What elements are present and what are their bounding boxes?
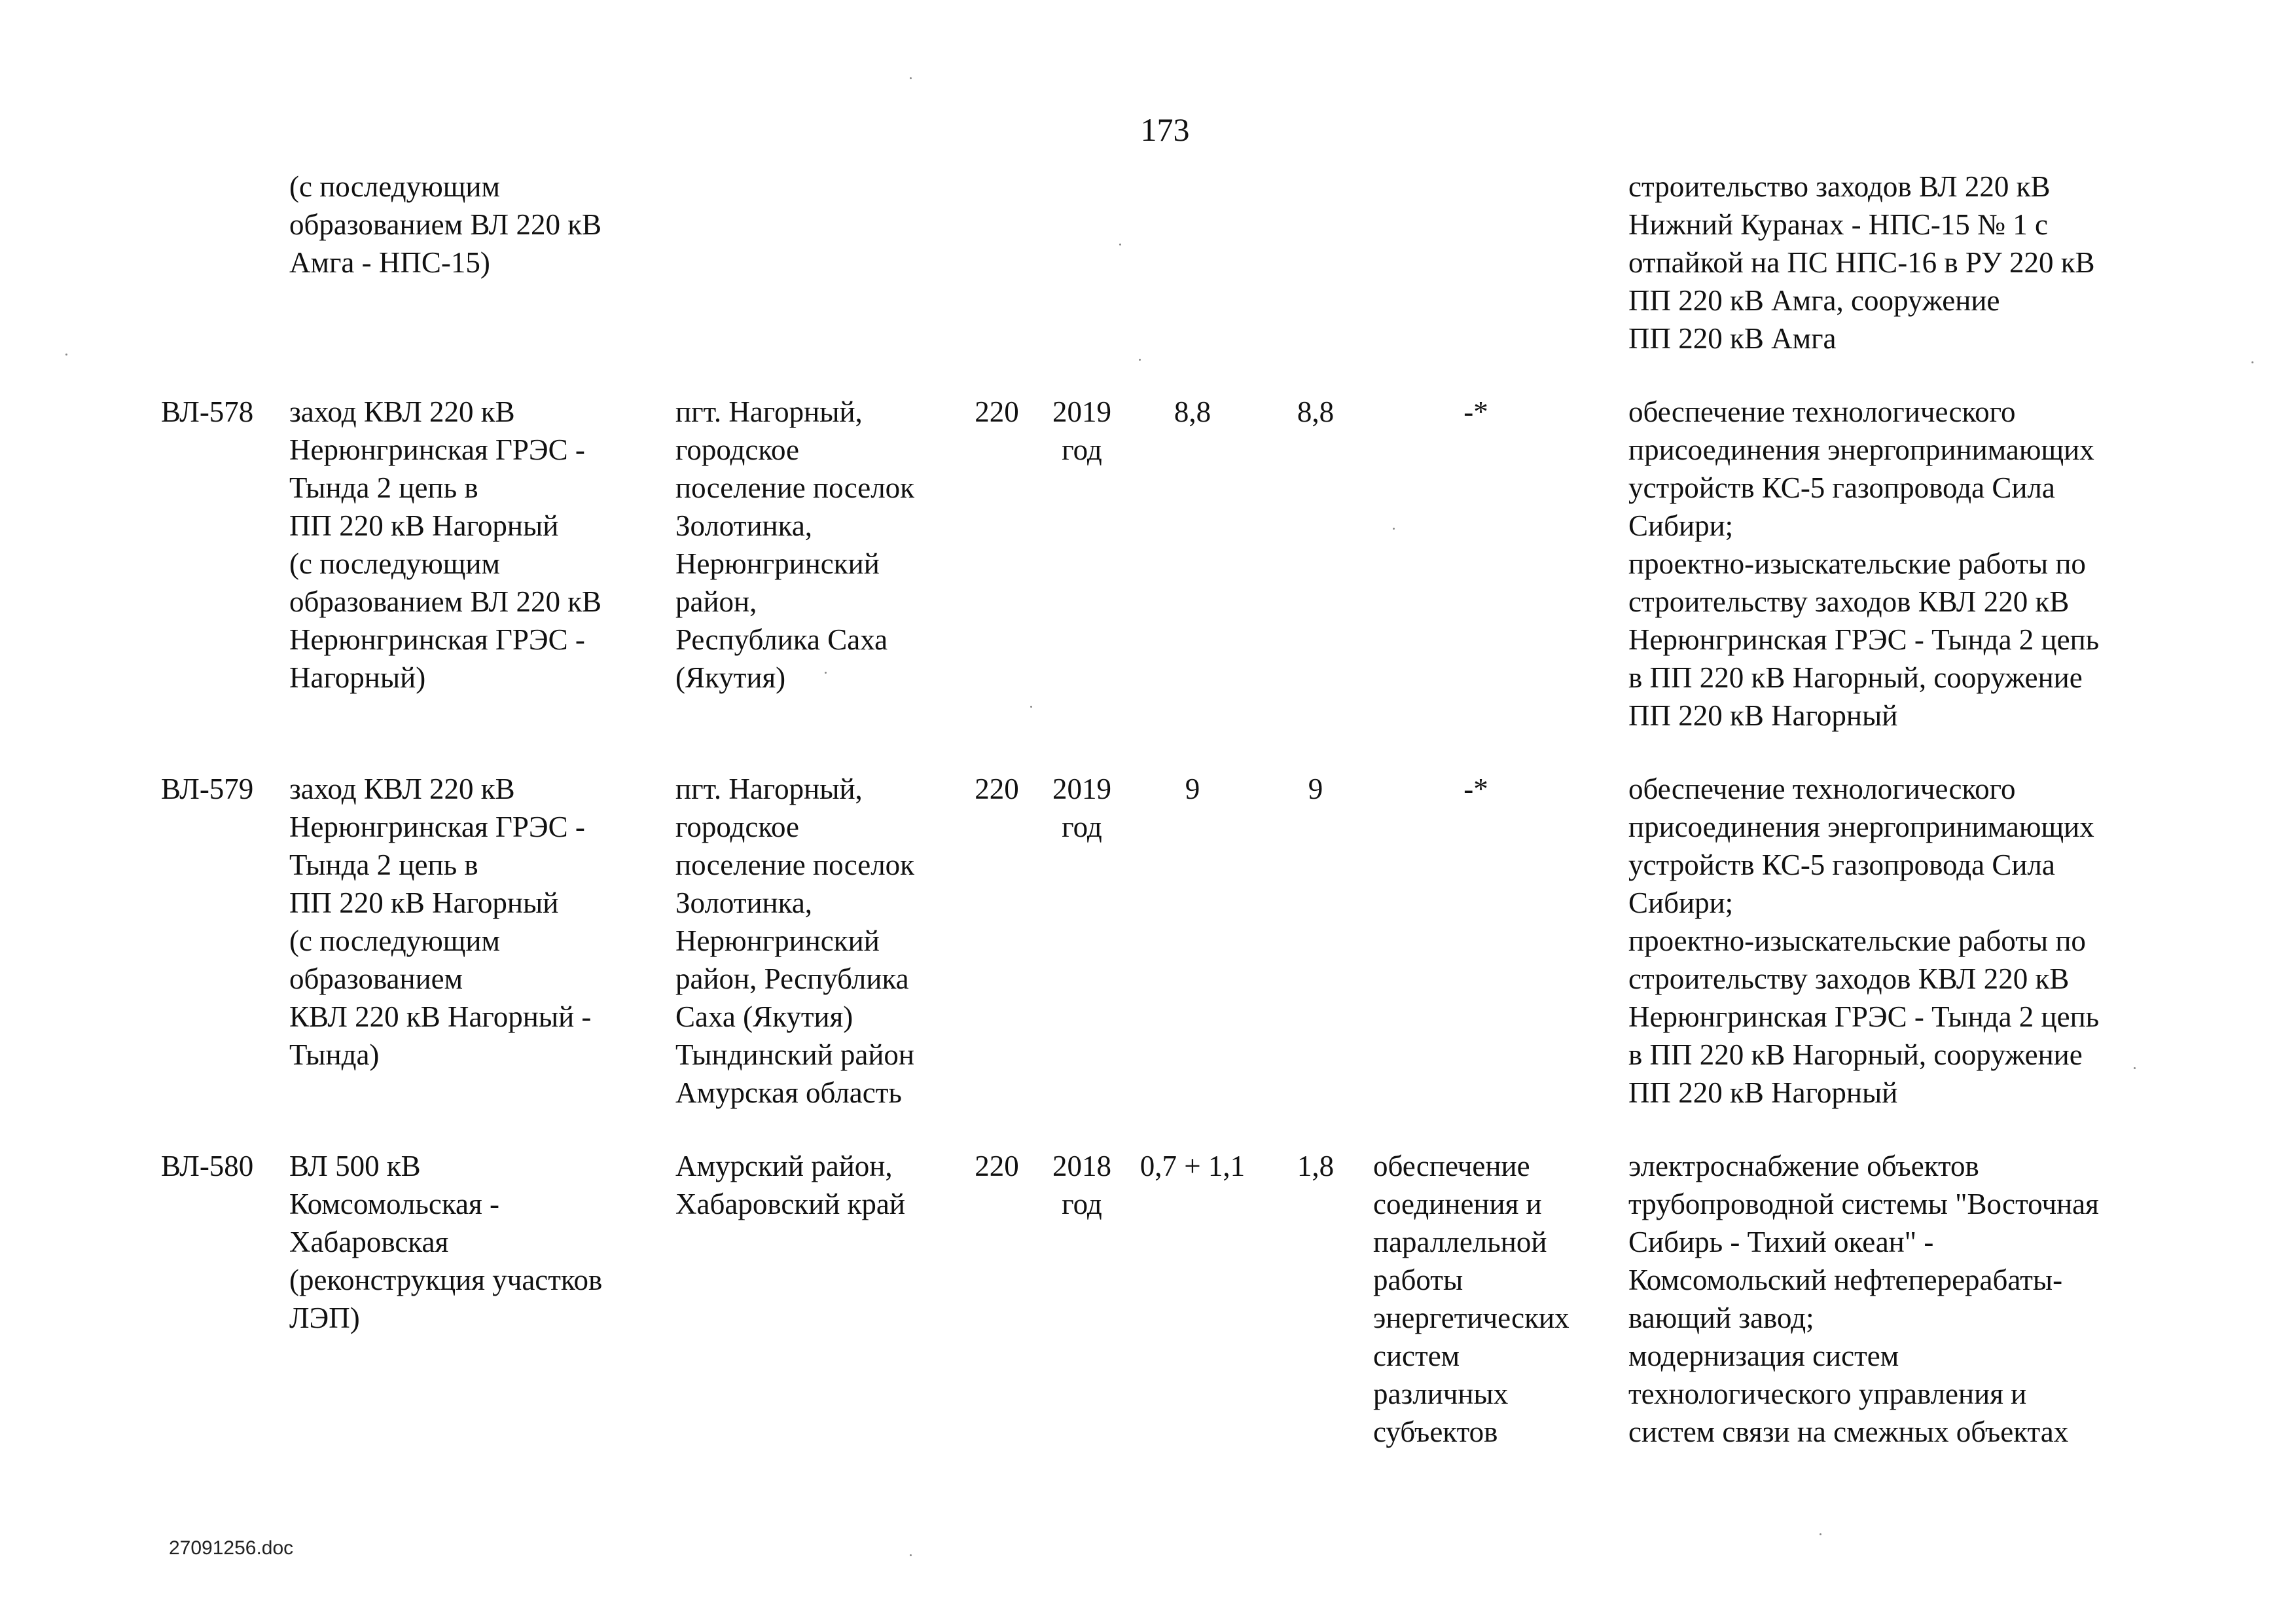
row-name: заход КВЛ 220 кВ Нерюнгринская ГРЭС - Тында 2 цепь в ПП 220 кВ Нагорный (с последующим образованием КВЛ 220 кВ Нагорный - Тында) <box>289 773 592 1071</box>
page-number: 173 <box>1140 111 1190 148</box>
scan-speck <box>910 77 912 79</box>
row-code: ВЛ-579 <box>161 773 254 805</box>
scan-speck <box>65 354 67 356</box>
row-voltage: 220 <box>975 773 1019 805</box>
row-purpose: обеспечение технологического присоединения энергопринимающих устройств КС-5 газопровода Сила Сибири; проектно-изыскательские работы по строительству заходов КВЛ 220 кВ Нерюнгринская ГРЭС - Тында 2 цепь в ПП 220 кВ Нагорный, сооружение ПП 220 кВ Нагорный <box>1628 395 2100 732</box>
row-voltage: 220 <box>975 1150 1019 1182</box>
row-year: 2019 год <box>1052 395 1111 466</box>
scan-speck <box>1820 1533 1821 1535</box>
row-code: ВЛ-578 <box>161 395 254 428</box>
continuation-purpose: строительство заходов ВЛ 220 кВ Нижний Куранах - НПС-15 № 1 с отпайкой на ПС НПС-16 в РУ 220 кВ ПП 220 кВ Амга, сооружение ПП 220 кВ Амга <box>1628 170 2095 355</box>
row-code: ВЛ-580 <box>161 1150 254 1182</box>
row-location: пгт. Нагорный, городское поселение поселок Золотинка, Нерюнгринский район, Республика Саха (Якутия) <box>675 395 915 694</box>
row-location: Амурский район, Хабаровский край <box>675 1150 905 1220</box>
row-goal: -* <box>1463 395 1488 428</box>
row-length-1: 0,7 + 1,1 <box>1139 1150 1246 1182</box>
scan-speck <box>825 672 827 674</box>
row-length-2: 8,8 <box>1297 395 1335 428</box>
row-name: ВЛ 500 кВ Комсомольская - Хабаровская (реконструкция участков ЛЭП) <box>289 1150 603 1334</box>
scan-speck <box>2251 361 2253 363</box>
scan-speck <box>1119 244 1121 246</box>
row-name: заход КВЛ 220 кВ Нерюнгринская ГРЭС - Тында 2 цепь в ПП 220 кВ Нагорный (с последующим образованием ВЛ 220 кВ Нерюнгринская ГРЭС - Нагорный) <box>289 395 602 694</box>
scan-speck <box>910 1554 912 1556</box>
row-year: 2019 год <box>1052 773 1111 843</box>
scan-speck <box>1030 706 1032 708</box>
row-purpose: обеспечение технологического присоединения энергопринимающих устройств КС-5 газопровода Сила Сибири; проектно-изыскательские работы по строительству заходов КВЛ 220 кВ Нерюнгринская ГРЭС - Тында 2 цепь в ПП 220 кВ Нагорный, сооружение ПП 220 кВ Нагорный <box>1628 773 2100 1109</box>
row-location: пгт. Нагорный, городское поселение поселок Золотинка, Нерюнгринский район, Республика Саха (Якутия) Тындинский район Амурская область <box>675 773 915 1109</box>
scan-speck <box>1139 359 1141 361</box>
row-goal: обеспечение соединения и параллельной работы энергетических систем различных субъектов <box>1373 1150 1570 1448</box>
row-length-1: 8,8 <box>1174 395 1211 428</box>
scan-speck <box>2134 1067 2136 1069</box>
row-purpose: электроснабжение объектов трубопроводной системы "Восточная Сибирь - Тихий океан" - Комсомольский нефтеперерабаты- вающий завод; модернизация систем технологического управления и систем связи на смежных объектах <box>1628 1150 2099 1448</box>
row-length-2: 9 <box>1308 773 1323 805</box>
row-goal: -* <box>1463 773 1488 805</box>
row-year: 2018 год <box>1052 1150 1111 1220</box>
continuation-name: (с последующим образованием ВЛ 220 кВ Амга - НПС-15) <box>289 170 602 279</box>
row-length-1: 9 <box>1185 773 1200 805</box>
row-voltage: 220 <box>975 395 1019 428</box>
row-length-2: 1,8 <box>1297 1150 1335 1182</box>
scan-speck <box>1393 528 1395 530</box>
document-filename: 27091256.doc <box>169 1537 294 1559</box>
